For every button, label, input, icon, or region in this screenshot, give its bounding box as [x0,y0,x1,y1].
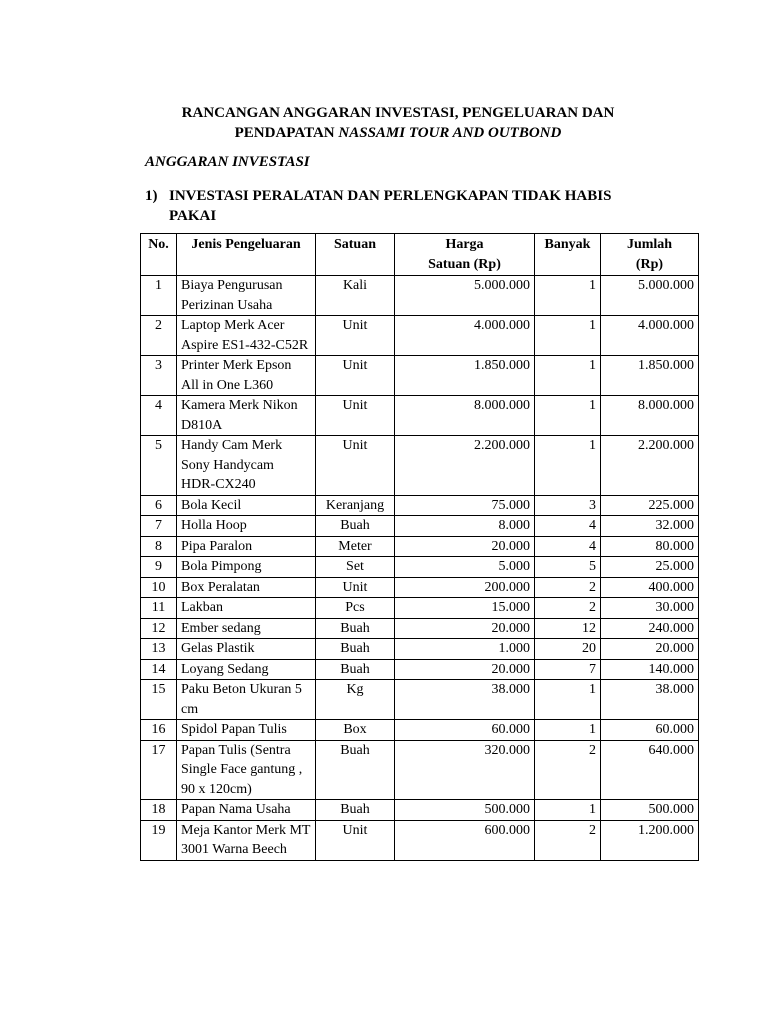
cell-no: 4 [141,396,177,436]
cell-harga-satuan: 8.000.000 [395,396,535,436]
cell-jenis-pengeluaran: Bola Pimpong [177,557,316,578]
cell-harga-satuan: 1.850.000 [395,356,535,396]
cell-satuan: Buah [316,659,395,680]
cell-satuan: Buah [316,740,395,800]
header-jenis-pengeluaran: Jenis Pengeluaran [177,234,316,276]
cell-no: 9 [141,557,177,578]
cell-satuan: Keranjang [316,495,395,516]
cell-banyak: 2 [535,598,601,619]
cell-harga-satuan: 20.000 [395,659,535,680]
cell-jenis-pengeluaran: Biaya Pengurusan Perizinan Usaha [177,276,316,316]
cell-jenis-pengeluaran: Printer Merk Epson All in One L360 [177,356,316,396]
cell-no: 6 [141,495,177,516]
cell-banyak: 4 [535,516,601,537]
cell-satuan: Buah [316,800,395,821]
cell-harga-satuan: 320.000 [395,740,535,800]
cell-harga-satuan: 5.000.000 [395,276,535,316]
cell-banyak: 3 [535,495,601,516]
cell-banyak: 1 [535,800,601,821]
cell-jumlah: 8.000.000 [601,396,699,436]
table-row [141,598,699,619]
cell-jumlah: 500.000 [601,800,699,821]
cell-no: 13 [141,639,177,660]
cell-no: 14 [141,659,177,680]
cell-no: 12 [141,618,177,639]
cell-no: 2 [141,316,177,356]
header-banyak: Banyak [535,234,601,276]
cell-no: 16 [141,720,177,741]
cell-no: 17 [141,740,177,800]
cell-harga-satuan: 20.000 [395,618,535,639]
cell-no: 19 [141,820,177,860]
cell-satuan: Unit [316,396,395,436]
cell-jumlah: 1.200.000 [601,820,699,860]
subsection-number: 1) [145,188,158,204]
cell-jenis-pengeluaran: Handy Cam Merk Sony Handycam HDR-CX240 [177,436,316,496]
table-row [141,316,699,356]
header-jumlah-line-1: Jumlah [626,237,673,252]
cell-jenis-pengeluaran: Spidol Papan Tulis [177,720,316,741]
cell-no: 15 [141,680,177,720]
table-header [141,234,699,276]
cell-no: 10 [141,577,177,598]
cell-satuan: Pcs [316,598,395,619]
cell-harga-satuan: 5.000 [395,557,535,578]
cell-banyak: 1 [535,396,601,436]
table-row [141,820,699,860]
cell-harga-satuan: 200.000 [395,577,535,598]
cell-banyak: 1 [535,356,601,396]
cell-satuan: Buah [316,618,395,639]
section-heading: ANGGARAN INVESTASI [145,154,310,170]
cell-harga-satuan: 75.000 [395,495,535,516]
cell-satuan: Buah [316,516,395,537]
cell-satuan: Box [316,720,395,741]
cell-satuan: Kg [316,680,395,720]
table-row [141,800,699,821]
cell-satuan: Kali [316,276,395,316]
cell-jenis-pengeluaran: Meja Kantor Merk MT 3001 Warna Beech [177,820,316,860]
cell-banyak: 5 [535,557,601,578]
cell-harga-satuan: 2.200.000 [395,436,535,496]
table-row [141,276,699,316]
cell-banyak: 2 [535,577,601,598]
header-harga-line-1: Harga [445,237,484,252]
cell-jenis-pengeluaran: Loyang Sedang [177,659,316,680]
cell-banyak: 1 [535,680,601,720]
cell-no: 3 [141,356,177,396]
cell-jumlah: 5.000.000 [601,276,699,316]
cell-jumlah: 80.000 [601,536,699,557]
document-title-line-1: RANCANGAN ANGGARAN INVESTASI, PENGELUARAN DAN [181,105,615,121]
table-row [141,659,699,680]
cell-jenis-pengeluaran: Kamera Merk Nikon D810A [177,396,316,436]
cell-harga-satuan: 8.000 [395,516,535,537]
cell-jenis-pengeluaran: Holla Hoop [177,516,316,537]
cell-banyak: 4 [535,536,601,557]
cell-jumlah: 4.000.000 [601,316,699,356]
cell-jumlah: 2.200.000 [601,436,699,496]
document-title-line-2 [140,123,656,143]
cell-jenis-pengeluaran: Papan Tulis (Sentra Single Face gantung , 90 x 120cm) [177,740,316,800]
cell-jenis-pengeluaran: Box Peralatan [177,577,316,598]
document-title-prefix: PENDAPATAN [234,125,335,141]
cell-jumlah: 32.000 [601,516,699,537]
cell-satuan: Unit [316,577,395,598]
table-row [141,577,699,598]
cell-jenis-pengeluaran: Ember sedang [177,618,316,639]
document-title-business-name: NASSAMI TOUR AND OUTBOND [338,125,562,141]
cell-harga-satuan: 600.000 [395,820,535,860]
cell-harga-satuan: 4.000.000 [395,316,535,356]
table-row [141,356,699,396]
cell-satuan: Buah [316,639,395,660]
table-row [141,618,699,639]
cell-jenis-pengeluaran: Pipa Paralon [177,536,316,557]
cell-satuan: Unit [316,356,395,396]
table-row [141,536,699,557]
cell-no: 8 [141,536,177,557]
cell-satuan: Unit [316,820,395,860]
cell-jumlah: 400.000 [601,577,699,598]
table-row [141,396,699,436]
cell-banyak: 2 [535,740,601,800]
cell-satuan: Set [316,557,395,578]
header-harga-line-2: Satuan (Rp) [428,256,501,272]
table-row [141,557,699,578]
cell-no: 5 [141,436,177,496]
table-row [141,516,699,537]
subsection-title: INVESTASI PERALATAN DAN PERLENGKAPAN TIDAK HABIS PAKAI [169,188,612,224]
cell-banyak: 1 [535,720,601,741]
cell-jenis-pengeluaran: Lakban [177,598,316,619]
cell-jumlah: 25.000 [601,557,699,578]
table-row [141,740,699,800]
cell-harga-satuan: 20.000 [395,536,535,557]
cell-banyak: 2 [535,820,601,860]
cell-jumlah: 38.000 [601,680,699,720]
table-body [141,276,699,861]
header-jumlah-line-2: (Rp) [635,256,664,272]
cell-banyak: 1 [535,436,601,496]
cell-jenis-pengeluaran: Paku Beton Ukuran 5 cm [177,680,316,720]
cell-no: 1 [141,276,177,316]
table-row [141,680,699,720]
table-row [141,495,699,516]
cell-jumlah: 20.000 [601,639,699,660]
cell-jumlah: 640.000 [601,740,699,800]
cell-no: 11 [141,598,177,619]
cell-banyak: 7 [535,659,601,680]
investment-table [140,233,699,861]
cell-satuan: Unit [316,436,395,496]
cell-jumlah: 60.000 [601,720,699,741]
table-row [141,639,699,660]
cell-jenis-pengeluaran: Bola Kecil [177,495,316,516]
cell-jumlah: 140.000 [601,659,699,680]
cell-jenis-pengeluaran: Papan Nama Usaha [177,800,316,821]
cell-satuan: Unit [316,316,395,356]
cell-harga-satuan: 60.000 [395,720,535,741]
cell-harga-satuan: 38.000 [395,680,535,720]
cell-harga-satuan: 15.000 [395,598,535,619]
cell-jenis-pengeluaran: Gelas Plastik [177,639,316,660]
cell-jumlah: 225.000 [601,495,699,516]
cell-banyak: 12 [535,618,601,639]
header-satuan: Satuan [316,234,395,276]
cell-harga-satuan: 1.000 [395,639,535,660]
cell-jenis-pengeluaran: Laptop Merk Acer Aspire ES1-432-C52R [177,316,316,356]
cell-harga-satuan: 500.000 [395,800,535,821]
cell-no: 7 [141,516,177,537]
cell-banyak: 20 [535,639,601,660]
header-jumlah [601,234,699,276]
cell-no: 18 [141,800,177,821]
cell-banyak: 1 [535,276,601,316]
cell-jumlah: 30.000 [601,598,699,619]
cell-banyak: 1 [535,316,601,356]
table-row [141,436,699,496]
table-header-row [141,234,699,276]
cell-jumlah: 1.850.000 [601,356,699,396]
header-harga-satuan [395,234,535,276]
table-row [141,720,699,741]
header-no: No. [141,234,177,276]
cell-satuan: Meter [316,536,395,557]
cell-jumlah: 240.000 [601,618,699,639]
